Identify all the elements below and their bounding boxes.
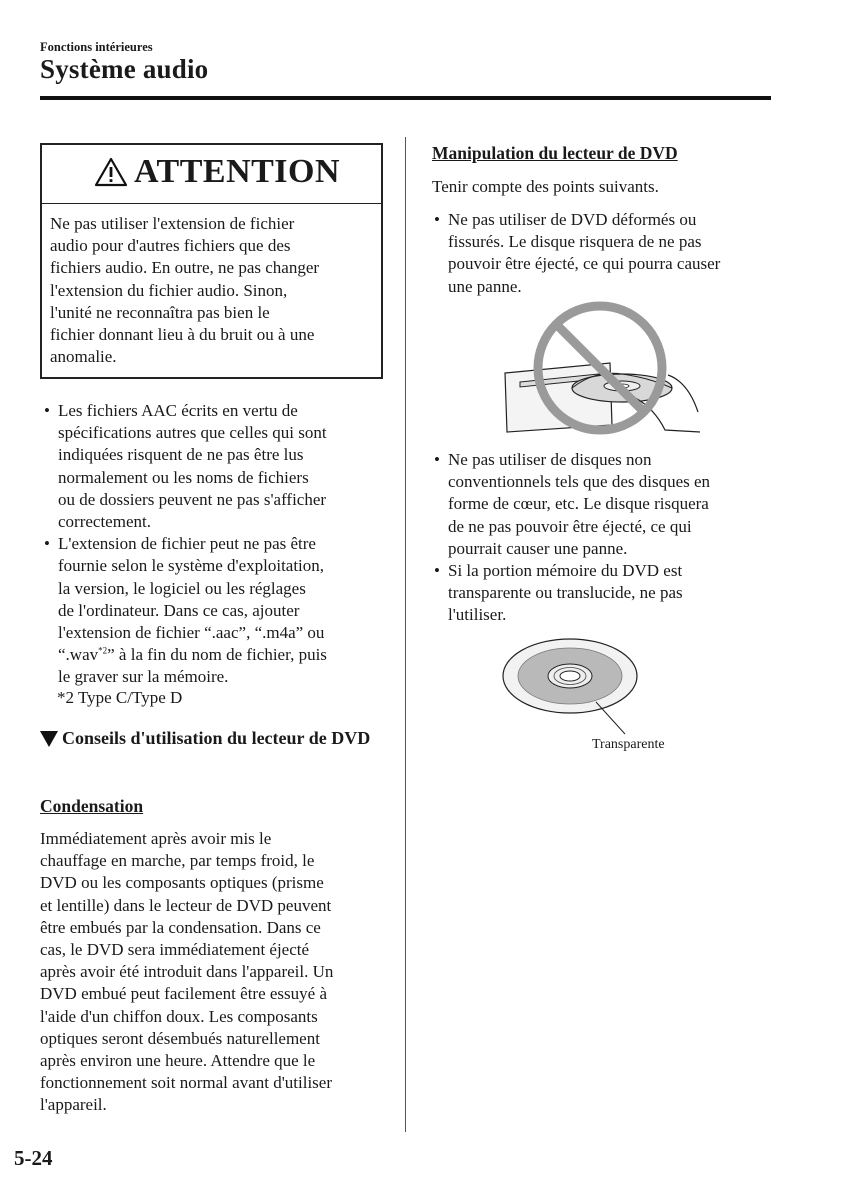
tips-heading-text: Conseils d'utilisation du lecteur de DVD bbox=[62, 728, 371, 748]
attention-title: ATTENTION bbox=[134, 153, 341, 190]
attention-text bbox=[50, 213, 372, 368]
bullet-line: Si la portion mémoire du DVD est bbox=[448, 561, 683, 581]
figure-label: Transparente bbox=[592, 737, 665, 752]
attention-line: fichier donnant lieu à du bruit ou à une bbox=[50, 325, 315, 345]
bullet-line: indiquées risquent de ne pas être lus bbox=[58, 445, 304, 465]
bullet-line: forme de cœur, etc. Le disque risquera bbox=[448, 494, 709, 514]
text-line: l'appareil. bbox=[40, 1095, 107, 1115]
bullet-line: correctement. bbox=[58, 512, 151, 532]
column-divider bbox=[405, 137, 406, 1132]
list-item bbox=[432, 560, 772, 627]
text-line: après avoir été introduit dans l'appareil. Un bbox=[40, 962, 334, 982]
text-line: chauffage en marche, par temps froid, le bbox=[40, 851, 315, 871]
right-bullet-list-bottom bbox=[432, 449, 772, 627]
transparent-disc-icon bbox=[500, 636, 645, 736]
bullet-line: le graver sur la mémoire. bbox=[58, 667, 229, 687]
title-rule bbox=[40, 96, 771, 100]
bullet-marker: • bbox=[434, 450, 440, 469]
bullet-line: Ne pas utiliser de DVD déformés ou bbox=[448, 210, 697, 229]
bullet-line: Ne pas utiliser de disques non bbox=[448, 450, 652, 469]
right-bullet-list-top bbox=[432, 209, 772, 298]
bullet-line: spécifications autres que celles qui sont bbox=[58, 423, 327, 443]
page-title: Système audio bbox=[40, 54, 209, 84]
attention-line: anomalie. bbox=[50, 347, 117, 367]
section-label: Fonctions intérieures bbox=[40, 40, 153, 54]
text-line: optiques seront désembués naturellement bbox=[40, 1028, 320, 1048]
wav-text-rest: ” à la fin du nom de fichier, puis bbox=[107, 645, 327, 665]
text-line: et lentille) dans le lecteur de DVD peuvent bbox=[40, 895, 332, 915]
text-line: DVD embué peut facilement être essuyé à bbox=[40, 984, 327, 1004]
attention-line: fichiers audio. En outre, ne pas changer bbox=[50, 258, 320, 278]
text-line: DVD ou les composants optiques (prisme bbox=[40, 873, 324, 893]
bullet-line bbox=[58, 644, 378, 666]
wav-text: “.wav bbox=[58, 645, 99, 665]
list-item bbox=[42, 400, 378, 533]
bullet-marker: • bbox=[44, 401, 50, 420]
bullet-line: l'utiliser. bbox=[448, 605, 507, 625]
warning-triangle-icon bbox=[94, 157, 128, 187]
bullet-line: normalement ou les noms de fichiers bbox=[58, 467, 309, 487]
left-bullet-list bbox=[42, 400, 378, 689]
page-number: 5-24 bbox=[14, 1146, 53, 1170]
bullet-line: conventionnels tels que des disques en bbox=[448, 472, 711, 492]
bullet-line: Les fichiers AAC écrits en vertu de bbox=[58, 401, 298, 420]
bullet-line: transparente ou translucide, ne pas bbox=[448, 583, 683, 603]
text-line: fonctionnement soit normal avant d'utiliser bbox=[40, 1073, 332, 1093]
bullet-marker: • bbox=[434, 561, 440, 581]
condensation-text bbox=[40, 828, 380, 1117]
bullet-line: de l'ordinateur. Dans ce cas, ajouter bbox=[58, 600, 300, 620]
bullet-line: la version, le logiciel ou les réglages bbox=[58, 578, 306, 598]
footnote: *2 Type C/Type D bbox=[57, 688, 183, 707]
bullet-line: pouvoir être éjecté, ce qui pourra causer bbox=[448, 254, 721, 274]
bullet-line: ou de dossiers peuvent ne pas s'afficher bbox=[58, 489, 327, 509]
attention-box bbox=[40, 143, 383, 379]
list-item bbox=[432, 209, 772, 298]
list-item bbox=[432, 449, 772, 560]
bullet-marker: • bbox=[434, 210, 440, 229]
attention-line: audio pour d'autres fichiers que des bbox=[50, 236, 291, 256]
bullet-marker: • bbox=[44, 534, 50, 554]
bullet-line: fournie selon le système d'exploitation, bbox=[58, 556, 325, 576]
manipulation-intro: Tenir compte des points suivants. bbox=[432, 177, 659, 196]
attention-line: Ne pas utiliser l'extension de fichier bbox=[50, 214, 295, 233]
text-line: cas, le DVD sera immédiatement éjecté bbox=[40, 940, 310, 960]
condensation-heading: Condensation bbox=[40, 796, 144, 816]
text-line: après environ une heure. Attendre que le bbox=[40, 1051, 316, 1071]
bullet-line: fissurés. Le disque risquera de ne pas bbox=[448, 232, 702, 252]
bullet-line: L'extension de fichier peut ne pas être bbox=[58, 534, 316, 554]
text-line: Immédiatement après avoir mis le bbox=[40, 829, 272, 848]
prohibited-deformed-disc-icon bbox=[500, 300, 705, 442]
bullet-line: pourrait causer une panne. bbox=[448, 538, 628, 558]
bullet-line: l'extension de fichier “.aac”, “.m4a” ou bbox=[58, 623, 325, 643]
list-item bbox=[42, 533, 378, 688]
manipulation-heading: Manipulation du lecteur de DVD bbox=[432, 143, 678, 163]
attention-header bbox=[42, 145, 381, 204]
footnote-ref: *2 bbox=[98, 645, 108, 656]
bullet-line: de ne pas pouvoir être éjecté, ce qui bbox=[448, 516, 692, 536]
text-line: être embués par la condensation. Dans ce bbox=[40, 917, 321, 937]
tips-heading bbox=[40, 728, 380, 749]
down-triangle-icon bbox=[40, 731, 58, 747]
attention-line: l'unité ne reconnaîtra pas bien le bbox=[50, 302, 270, 322]
attention-line: l'extension du fichier audio. Sinon, bbox=[50, 280, 288, 300]
text-line: l'aide d'un chiffon doux. Les composants bbox=[40, 1006, 318, 1026]
bullet-line: une panne. bbox=[448, 276, 522, 296]
